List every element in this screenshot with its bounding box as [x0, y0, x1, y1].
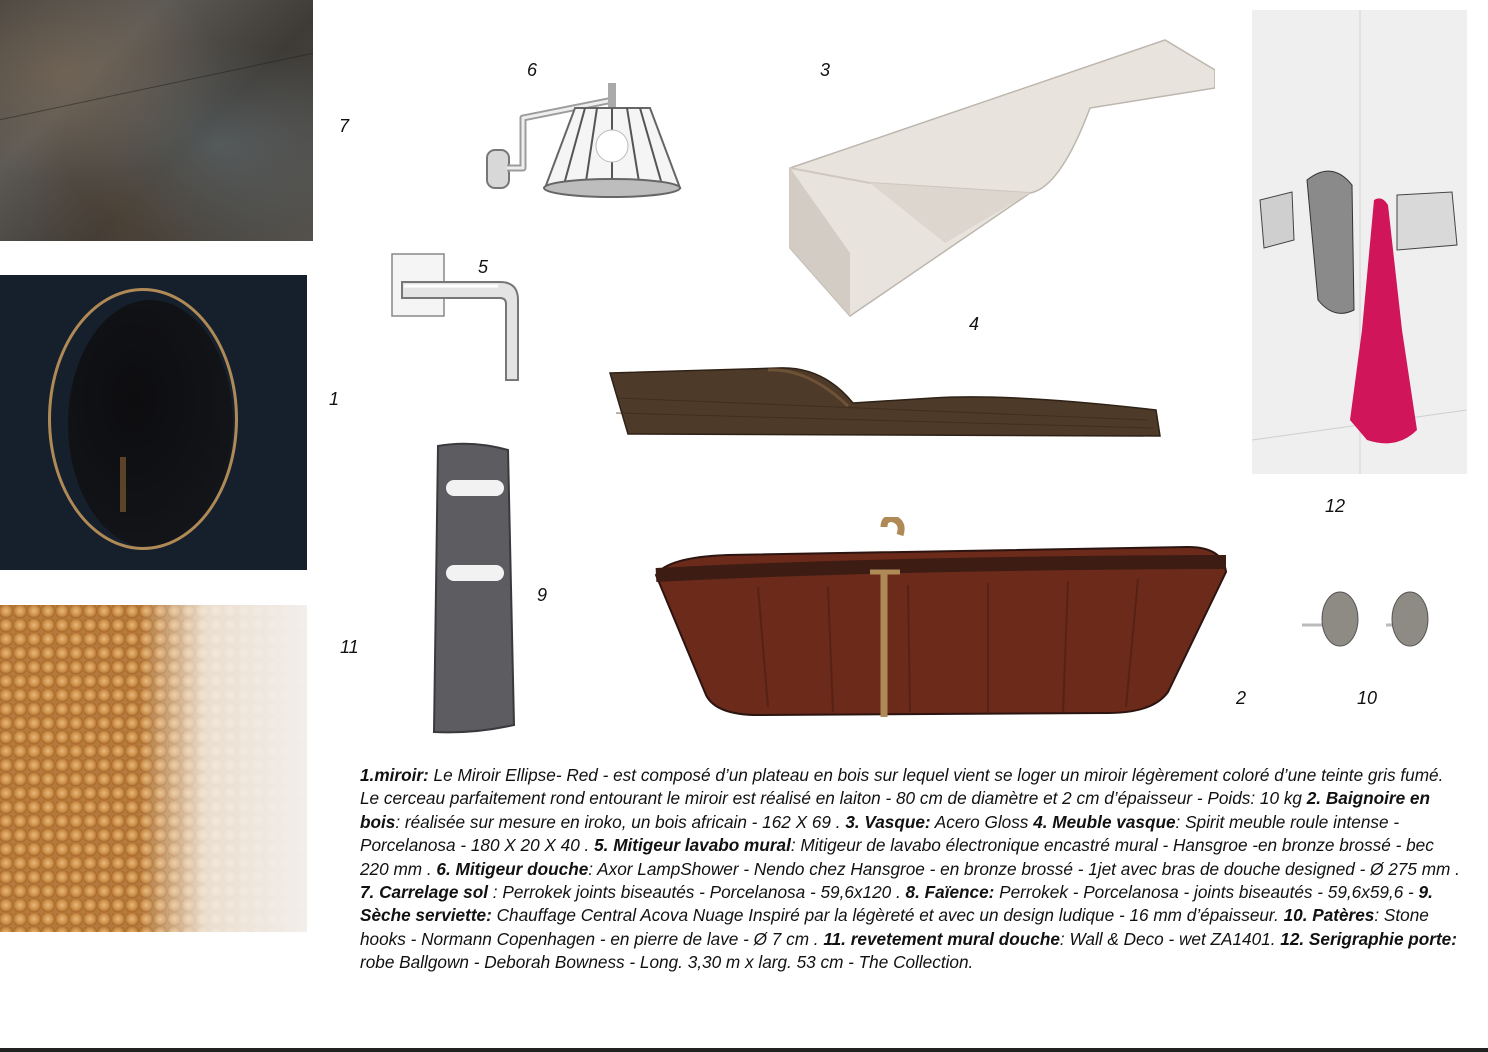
desc-item-4-title: 4. Meuble vasque: [1033, 811, 1176, 832]
label-2: 2: [1236, 688, 1247, 708]
label-10: 10: [1357, 688, 1378, 708]
label-1: 1: [329, 389, 340, 409]
desc-item-1-text: Le Miroir Ellipse- Red - est composé d’un plateau en bois sur lequel vient se loger un miroir légèrement coloré d’une teinte gris fumé. Le cerceau parfaitement rond entourant le miroir est réalisé en laiton - 80 cm de diamètre et 2 cm d’épaisseur - Poids: 10 kg: [360, 765, 1444, 809]
desc-item-12-text: robe Ballgown - Deborah Bowness - Long. 3,30 m x larg. 53 cm - The Collection.: [360, 952, 974, 973]
label-4: 4: [969, 314, 980, 334]
desc-item-8-title: 8. Faïence:: [905, 882, 995, 903]
desc-item-10-text: : Stone hooks - Normann Copenhagen - en pierre de lave - Ø 7 cm .: [360, 905, 1429, 949]
desc-item-11-text: : Wall & Deco - wet ZA1401.: [1059, 928, 1281, 949]
wooden-bathtub-image: [648, 517, 1228, 722]
desc-item-9-title: 9. Sèche serviette:: [360, 882, 1433, 926]
desc-item-5-title: 5. Mitigeur lavabo mural: [594, 835, 791, 856]
stone-hooks-image: [1298, 585, 1433, 655]
label-9: 9: [537, 585, 548, 605]
wall-covering-fade: [140, 605, 307, 932]
desc-item-10-title: 10. Patères: [1283, 905, 1375, 926]
label-11: 11: [340, 637, 359, 657]
label-12: 12: [1325, 496, 1346, 516]
label-5: 5: [478, 257, 489, 277]
label-6: 6: [527, 60, 538, 80]
bottom-border: [0, 1048, 1488, 1052]
desc-item-3-text: Acero Gloss: [930, 811, 1034, 832]
desc-item-6-title: 6. Mitigeur douche: [436, 858, 589, 879]
desc-item-2-text: : réalisée sur mesure en iroko, un bois africain - 162 X 69 .: [395, 811, 846, 832]
desc-item-8-text: Perrokek - Porcelanosa - joints biseautés - 59,6x59,6 -: [994, 882, 1419, 903]
towel-rail-image: [430, 440, 515, 735]
desc-item-4-text: : Spirit meuble roule intense - Porcelanosa - 180 X 20 X 40 .: [360, 811, 1400, 856]
desc-item-11-title: 11. revetement mural douche: [823, 928, 1060, 949]
desc-item-12-title: 12. Serigraphie porte:: [1280, 928, 1457, 949]
desc-item-6-text: : Axor LampShower - Nendo chez Hansgroe - en bronze brossé - 1jet avec bras de douche designed - Ø 275 mm .: [588, 858, 1460, 879]
wall-faucet-image: [390, 252, 535, 387]
mirror-reflection: [120, 457, 126, 512]
wood-vanity-image: [608, 358, 1163, 440]
desc-item-1-title: 1.miroir:: [360, 765, 429, 785]
desc-item-3-title: 3. Vasque:: [845, 811, 931, 832]
door-print-image: [1252, 10, 1467, 474]
desc-item-7-title: 7. Carrelage sol: [360, 882, 489, 903]
product-description: [360, 764, 1460, 975]
desc-item-7-text: : Perrokek joints biseautés - Porcelanosa - 59,6x120 .: [488, 882, 906, 903]
floor-tile-image: [0, 0, 313, 241]
label-3: 3: [820, 60, 831, 80]
shower-lamp-image: [485, 78, 685, 208]
label-7: 7: [339, 116, 350, 136]
desc-item-5-text: : Mitigeur de lavabo électronique encastré mural - Hansgroe -en bronze brossé - bec 220 mm .: [360, 835, 1434, 879]
desc-item-2-title: 2. Baignoire en bois: [360, 788, 1430, 832]
mirror-brass-ring: [48, 288, 238, 550]
desc-item-9-text: Chauffage Central Acova Nuage Inspiré par la légèreté et avec un design ludique - 16 mm d’épaisseur.: [491, 905, 1284, 926]
